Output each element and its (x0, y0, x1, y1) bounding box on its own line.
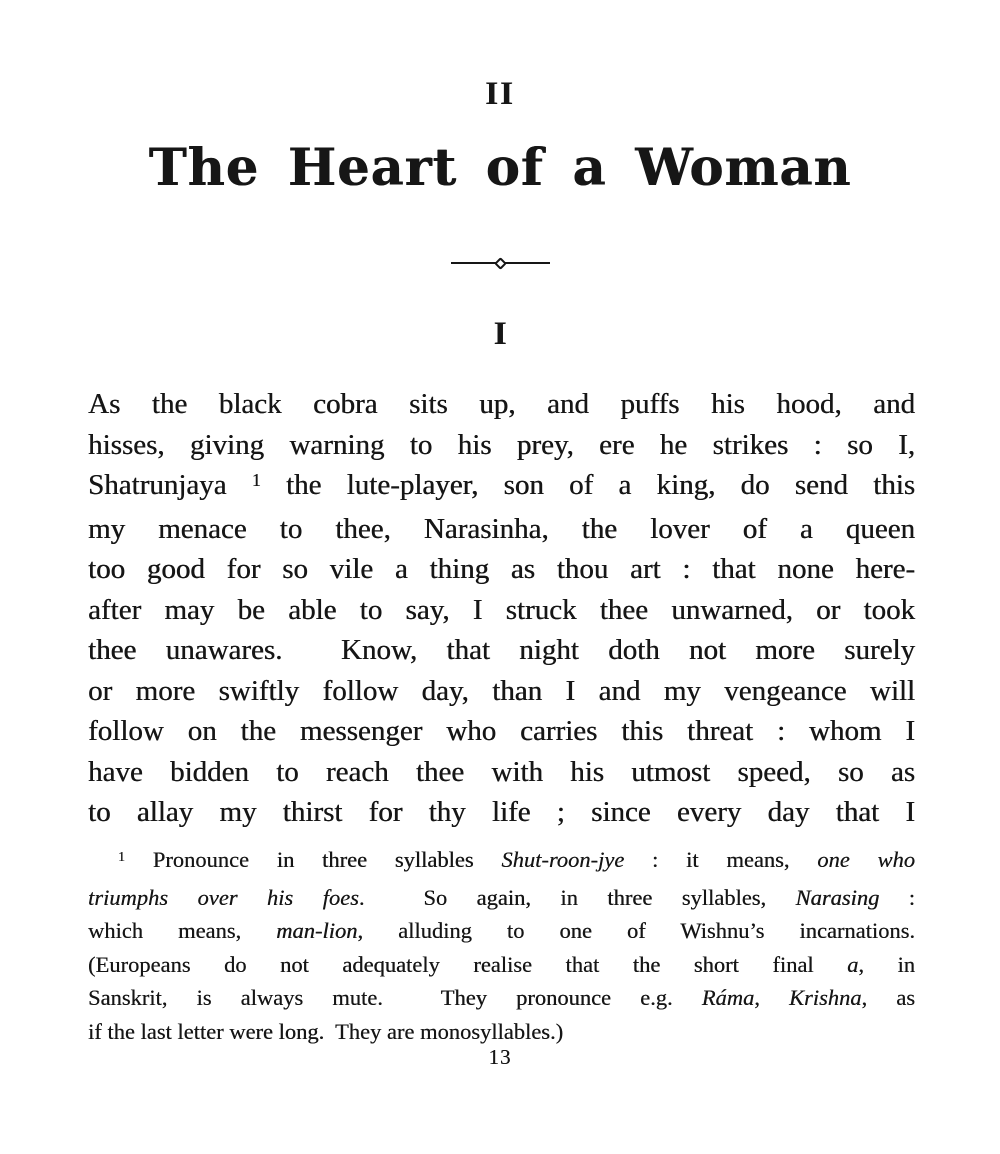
text-line: triumphs over his foes. So again, in three syllables, Narasing : (88, 884, 915, 910)
body-paragraph (88, 384, 915, 833)
text-line: to allay my thirst for thy life ; since every day that I (88, 796, 915, 828)
text-line: have bidden to reach thee with his utmost speed, so as (88, 755, 915, 788)
section-divider (0, 256, 1000, 270)
page-number: 13 (488, 1045, 512, 1069)
text-line: if the last letter were long. They are monosyllables.) (88, 1018, 564, 1044)
text-line: (Europeans do not adequately realise that the short final a, in (88, 951, 915, 977)
text-line: too good for so vile a thing as thou art : that none here- (88, 553, 915, 585)
text-line: hisses, giving warning to his prey, ere he strikes : so I, (88, 428, 915, 461)
divider-line-right (503, 262, 550, 265)
divider-line-left (451, 262, 498, 265)
text-line: Shatrunjaya $^1$ the lute-player, son of a king, do send this (88, 469, 916, 501)
text-line: Sanskrit, is always mute. They pronounce e.g. Ráma, Krishna, as (88, 985, 915, 1010)
section-number: I (493, 316, 507, 352)
text-line: thee unawares. Know, that night doth not more surely (88, 634, 915, 666)
text-line: $^1$ Pronounce in three syllables Shut-roon-jye : it means, one who (118, 847, 915, 872)
diamond-ornament-icon (494, 257, 507, 270)
text-line: my menace to thee, Narasinha, the lover of a queen (88, 512, 915, 545)
text-line: or more swiftly follow day, than I and my vengeance will (88, 674, 915, 707)
text-line: follow on the messenger who carries this threat : whom I (88, 715, 915, 747)
chapter-title: The Heart of a Woman (148, 138, 852, 198)
text-line: which means, man-lion, alluding to one of Wishnu’s incarnations. (88, 918, 915, 943)
footnote (88, 843, 915, 1048)
chapter-number: II (485, 76, 515, 112)
text-line: after may be able to say, I struck thee unwarned, or took (88, 593, 915, 626)
text-line: As the black cobra sits up, and puffs his hood, and (88, 388, 915, 420)
